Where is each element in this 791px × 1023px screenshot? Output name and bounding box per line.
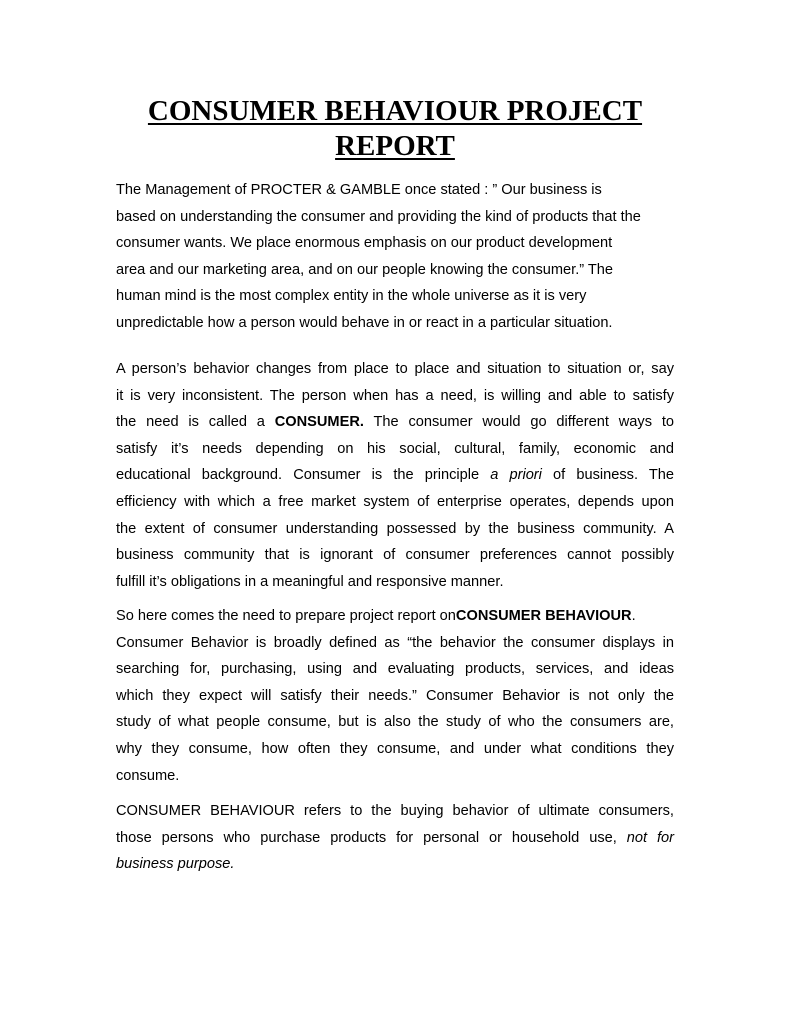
paragraph-1-line: based on understanding the consumer and providing the kind of products that the	[116, 208, 641, 225]
business-purpose-italic: business purpose.	[116, 856, 235, 873]
title-line-2: REPORT	[335, 130, 455, 162]
paragraph-4	[116, 798, 674, 878]
a-priori-italic: a priori	[490, 467, 542, 484]
paragraph-2	[116, 356, 674, 595]
paragraph-3-line: study of what people consume, but is also the study of who the consumers are,	[116, 714, 674, 731]
text-run: .	[631, 608, 636, 624]
text-run: The consumer would go different ways to	[363, 414, 675, 431]
paragraph-1-line: unpredictable how a person would behave in or react in a particular situation.	[116, 314, 613, 331]
consumer-term-bold: CONSUMER.	[274, 414, 364, 431]
paragraph-2-line: the extent of consumer understanding possessed by the business community. A	[116, 520, 674, 537]
paragraph-2-line: satisfy it’s needs depending on his social, cultural, family, economic and	[116, 440, 674, 457]
paragraph-2-line: business community that is ignorant of consumer preferences cannot possibly	[116, 547, 674, 564]
paragraph-1-line: area and our marketing area, and on our people knowing the consumer.” The	[116, 261, 614, 278]
paragraph-1-line: consumer wants. We place enormous emphasis on our product development	[116, 235, 613, 252]
paragraph-1-line: human mind is the most complex entity in the whole universe as it is very	[116, 288, 587, 305]
text-run: those persons who purchase products for personal or household use,	[116, 829, 627, 846]
paragraph-4-line	[116, 851, 674, 878]
paragraph-3-line: searching for, purchasing, using and evaluating products, services, and ideas	[116, 661, 674, 678]
paragraph-2-line: fulfill it’s obligations in a meaningful and responsive manner.	[116, 573, 504, 590]
paragraph-3	[116, 603, 674, 789]
consumer-behaviour-bold: CONSUMER BEHAVIOUR	[455, 608, 632, 624]
paragraph-1-line: The Management of PROCTER & GAMBLE once stated : ” Our business is	[116, 182, 602, 198]
paragraph-2-line: efficiency with which a free market system of enterprise operates, depends upon	[116, 493, 674, 510]
paragraph-3-line	[116, 603, 674, 630]
title-line-1: CONSUMER BEHAVIOUR PROJECT	[147, 95, 643, 127]
text-run: of business. The	[541, 467, 675, 484]
paragraph-3-line: consume.	[116, 767, 180, 784]
paragraph-2-line: it is very inconsistent. The person when has a need, is willing and able to satisfy	[116, 387, 674, 404]
text-run: So here comes the need to prepare project report on	[116, 608, 456, 624]
paragraph-2-line	[116, 409, 674, 436]
not-for-italic: not for	[626, 829, 675, 846]
paragraph-1	[116, 177, 674, 337]
paragraph-2-line: A person’s behavior changes from place to place and situation to situation or, say	[116, 361, 674, 377]
paragraph-3-line: why they consume, how often they consume, and under what conditions they	[116, 740, 674, 757]
document-title	[116, 94, 674, 164]
text-run: educational background. Consumer is the principle	[116, 467, 491, 484]
paragraph-2-line	[116, 462, 674, 489]
text-run: the need is called a	[116, 414, 275, 431]
paragraph-3-line: which they expect will satisfy their needs.” Consumer Behavior is not only the	[116, 687, 674, 704]
paragraph-4-line	[116, 825, 674, 852]
paragraph-4-line: CONSUMER BEHAVIOUR refers to the buying behavior of ultimate consumers,	[116, 803, 674, 819]
paragraph-3-line: Consumer Behavior is broadly defined as “the behavior the consumer displays in	[116, 634, 674, 651]
